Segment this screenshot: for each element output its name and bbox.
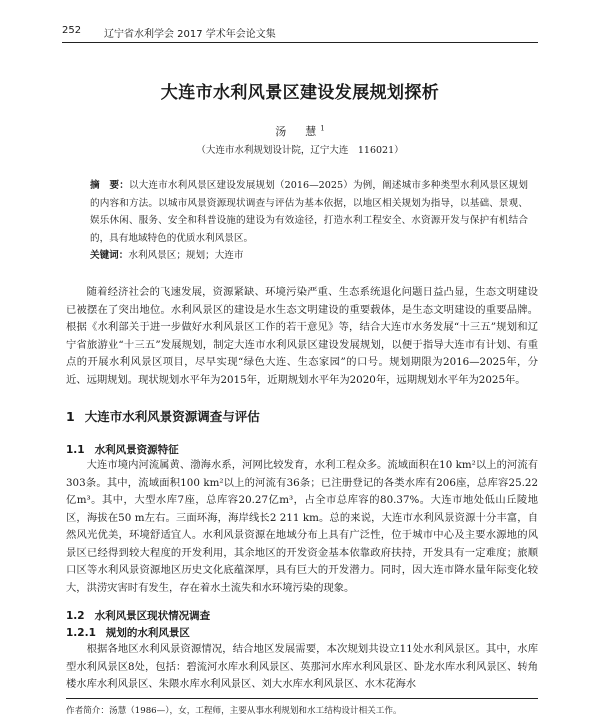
section-number: 1.2.1 — [66, 627, 96, 639]
body-paragraph: 大连市境内河流属黄、渤海水系，河网比较发育，水利工程众多。流域面积在10 km²以上的河流有303条。其中，流域面积100 km²以上的河流有36条；已注册登记的各类水库有206座，总库容25.22亿m³。其中，大型水库7座，总库容20.27亿m³，占全市总库容的80.37%。大连市地处低山丘陵地区，海拔在50 m左右。三面环海，海岸线长2 211 km。总的来说，大连市水利风景资源十分丰富，自然风光优美，环境舒适宜人。水利风景资源在地域分布上具有广泛性，位于城市中心及主要水源地的风景区已经得到较大程度的开发利用，其余地区的开发资金基本依靠政府扶持，开发具有一定难度；旅顺口区等水利风景资源地区历史文化底蕴深厚，具有巨大的开发潜力。同时，因大连市降水量年际变化较大，洪涝灾害时有发生，存在着水土流失和水环境污染的现象。 — [66, 459, 538, 594]
section-title: 规划的水利风景区 — [105, 627, 190, 639]
keywords-text: 水利风景区；规划；大连市 — [128, 250, 244, 261]
body-paragraph: 根据各地区水利风景资源情况，结合地区发展需要，本次规划共设立11处水利风景区。其中，水库型水利风景区8处，包括：碧流河水库水利风景区、英那河水库水利风景区、卧龙水库水利风景区、转角楼水库水利风景区、朱隈水库水利风景区、刘大水库水利风景区、水木花海水 — [66, 643, 538, 690]
author-name: 汤 慧 — [275, 125, 321, 138]
section-title: 大连市水利风景资源调查与评估 — [84, 409, 260, 424]
keywords-label: 关键词： — [90, 250, 129, 261]
author-footnote — [66, 698, 538, 716]
introduction — [66, 284, 538, 389]
section-1-1-body — [66, 457, 538, 597]
keywords — [90, 247, 528, 261]
section-number: 1.1 — [66, 444, 85, 456]
affiliation-mark: 1 — [320, 124, 325, 133]
author-affiliation: （大连市水利规划设计院，辽宁大连 116021） — [196, 145, 404, 156]
section-title: 水利风景区现状情况调查 — [94, 610, 211, 622]
section-heading-1-2 — [66, 608, 210, 623]
section-heading-1-2-1 — [66, 625, 190, 640]
intro-paragraph: 随着经济社会的飞速发展，资源紧缺、环境污染严重、生态系统退化问题日益凸显，生态文明建设已被摆在了突出地位。水利风景区的建设是水生态文明建设的重要载体，是生态文明建设的重要品牌。根据《水利部关于进一步做好水利风景区工作的若干意见》等，结合大连市水务发展“十三五”规划和辽宁省旅游业“十三五”发展规划，制定大连市水利风景区建设发展规划，以便于指导大连市有计划、有重点的开展水利风景区项目，尽早实现“绿色大连、生态家园”的口号。规划期限为2016—2025年，分近、远期规划。现状规划水平年为2015年，近期规划水平年为2020年，远期规划水平年为2025年。 — [66, 286, 538, 386]
abstract-label: 摘 要： — [90, 180, 129, 191]
paper-title: 大连市水利风景区建设发展规划探析 — [160, 83, 440, 103]
footnote-text: 汤慧（1986—），女，工程师，主要从事水利规划和水工结构设计相关工作。 — [108, 706, 402, 716]
running-header — [62, 24, 538, 43]
journal-title: 辽宁省水利学会 2017 学术年会论文集 — [104, 29, 276, 40]
page-number: 252 — [62, 25, 82, 36]
section-heading-1 — [66, 407, 260, 425]
abstract — [90, 177, 528, 247]
section-number: 1 — [66, 409, 75, 424]
section-1-2-1-body — [66, 641, 538, 694]
section-heading-1-1 — [66, 442, 179, 457]
abstract-text: 以大连市水利风景区建设发展规划（2016—2025）为例，阐述城市多种类型水利风景区规划的内容和方法。以城市风景资源现状调查与评估为基本依据，以地区相关规划为指导，以基础、景观、娱乐休闲、服务、安全和科普设施的建设为有效途径，打造水利工程安全、水资源开发与保护有机结合的，具有地域特色的优质水利风景区。 — [90, 180, 528, 244]
footnote-label: 作者简介： — [66, 706, 109, 716]
section-number: 1.2 — [66, 610, 85, 622]
section-title: 水利风景资源特征 — [94, 444, 179, 456]
author-line — [0, 123, 600, 139]
